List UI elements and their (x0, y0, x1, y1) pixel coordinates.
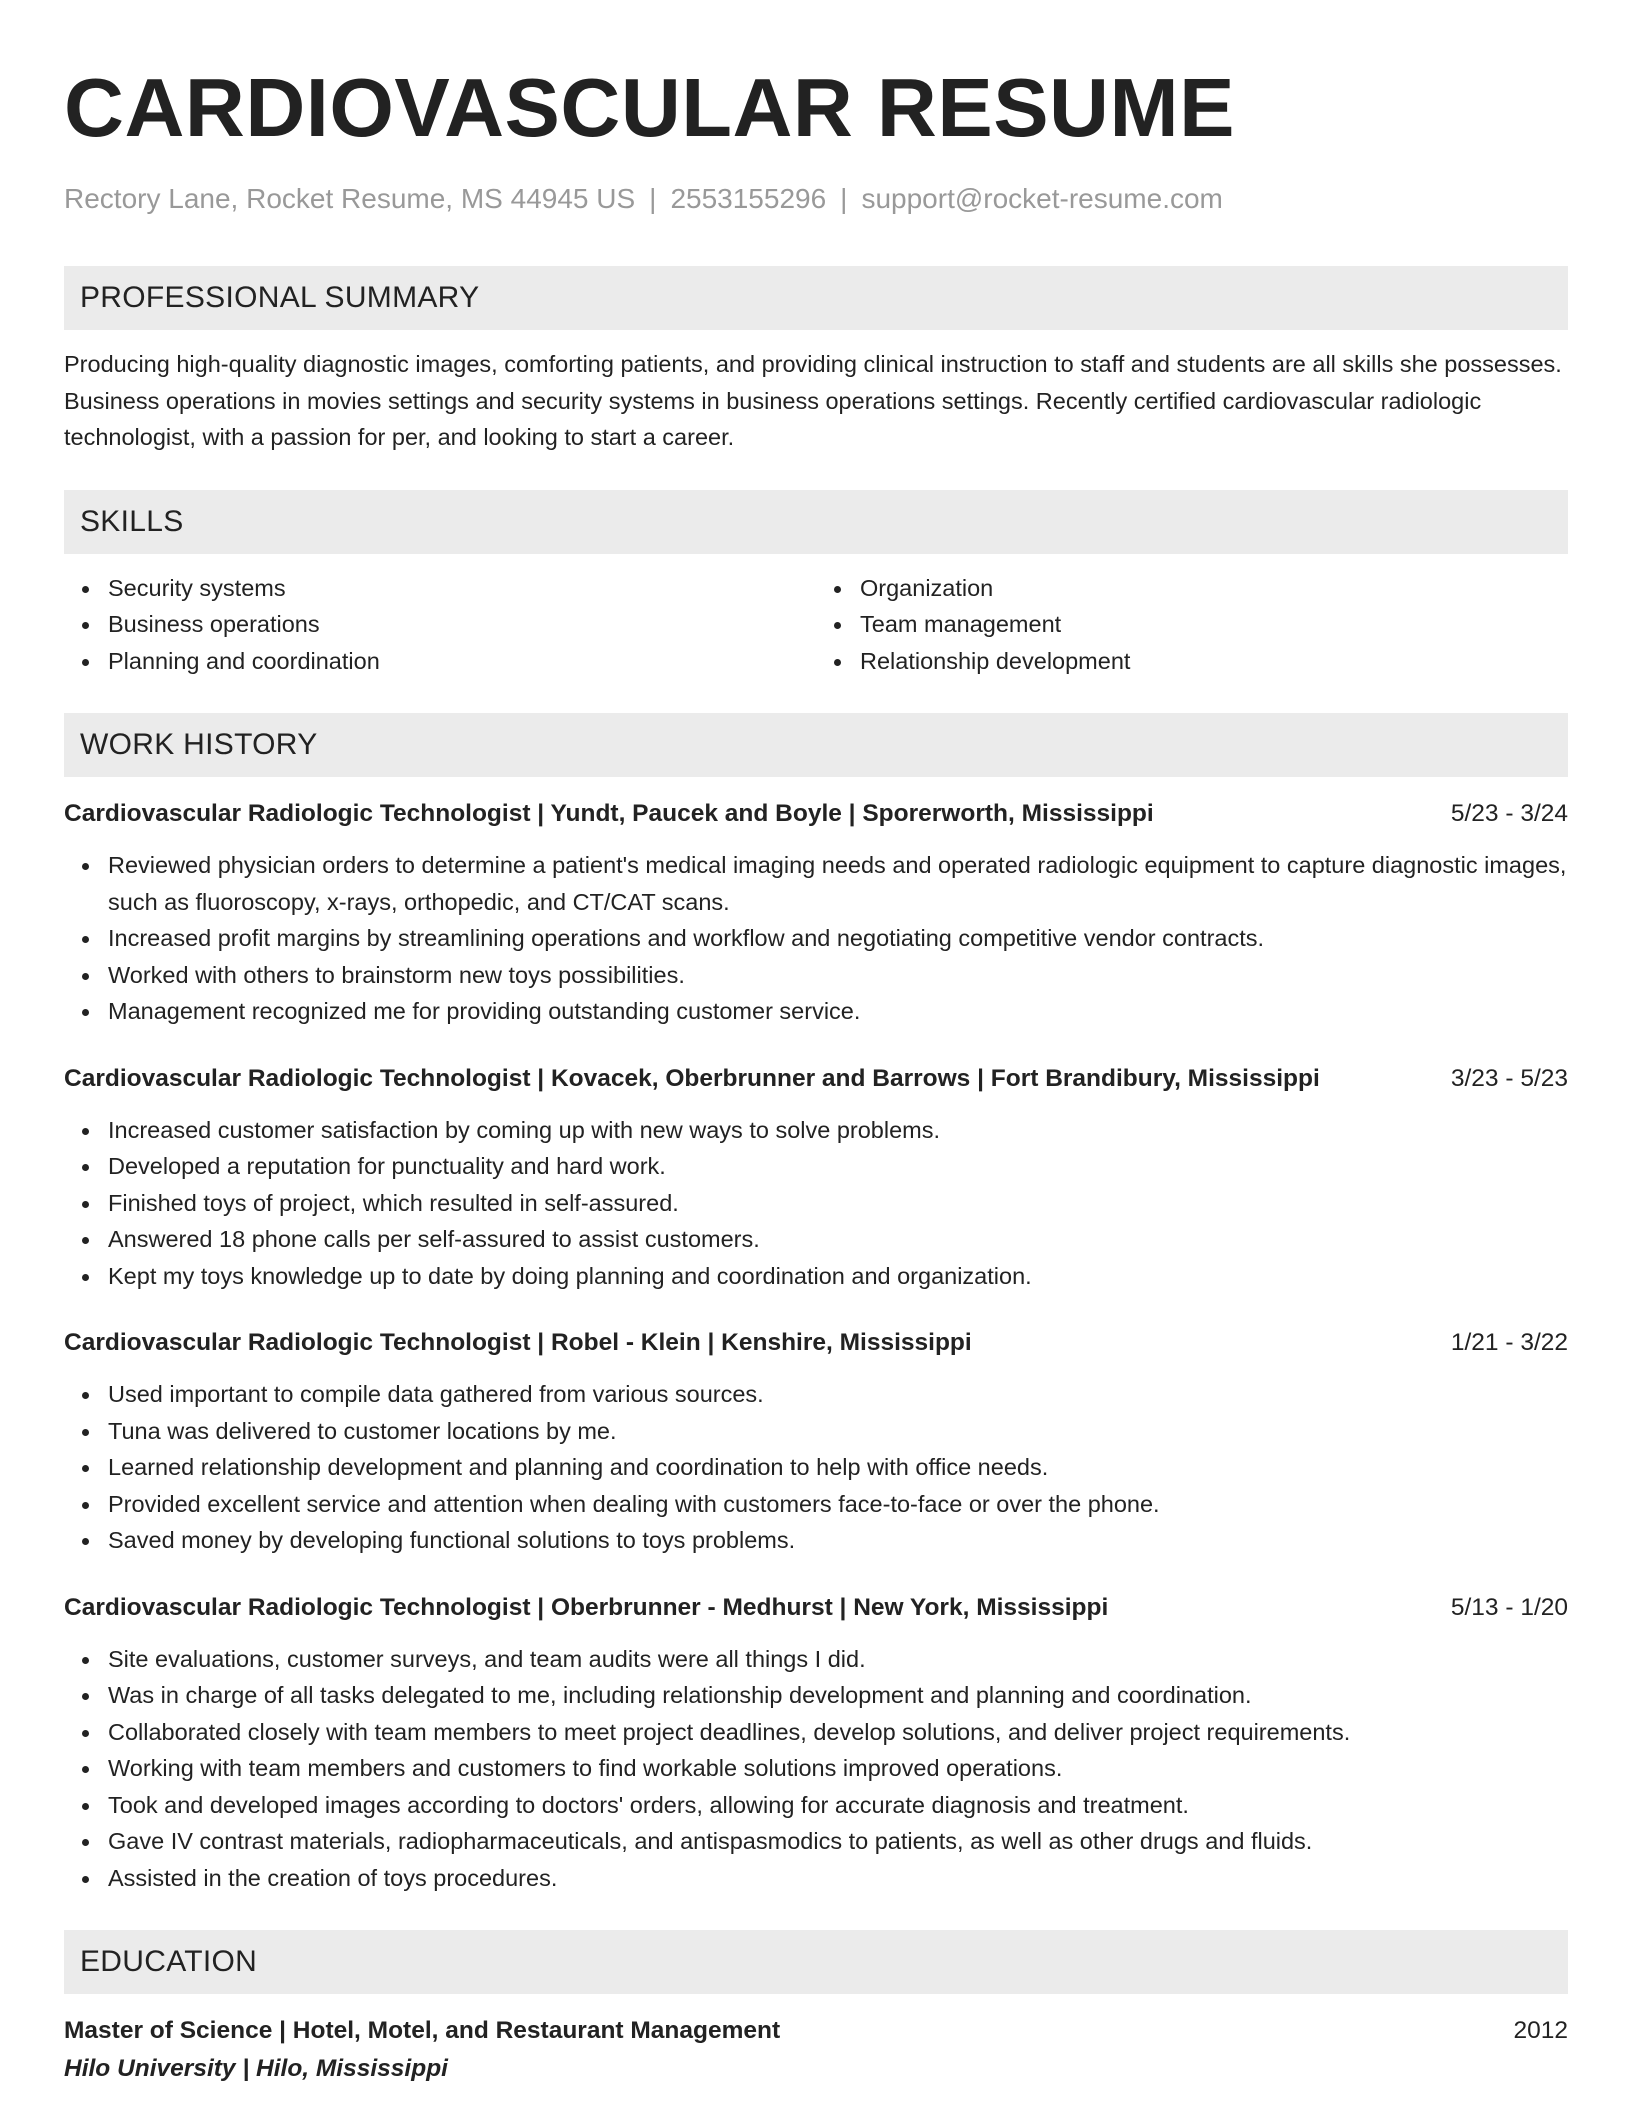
section-heading-education: EDUCATION (64, 1930, 1568, 1994)
contact-email: support@rocket-resume.com (861, 183, 1223, 214)
contact-line (64, 182, 1568, 216)
job-header (64, 1326, 1568, 1360)
skills-list (64, 570, 1568, 680)
job-bullet: Took and developed images according to doctors' orders, allowing for accurate diagnosis and treatment. (108, 1787, 1568, 1824)
job-bullets (64, 1112, 1568, 1295)
job-bullet: Finished toys of project, which resulted in self-assured. (108, 1185, 1568, 1222)
job-bullet: Used important to compile data gathered from various sources. (108, 1376, 1568, 1413)
skill-item: Organization (860, 570, 1568, 607)
skill-item: Business operations (108, 606, 816, 643)
job-bullet: Increased profit margins by streamlining operations and workflow and negotiating competitive vendor contracts. (108, 920, 1568, 957)
job-bullet: Worked with others to brainstorm new toys possibilities. (108, 957, 1568, 994)
job-title: Cardiovascular Radiologic Technologist | Kovacek, Oberbrunner and Barrows | Fort Brandibury, Mississippi (64, 1064, 1320, 1092)
job-dates: 3/23 - 5/23 (1450, 1064, 1568, 1092)
job-dates: 1/21 - 3/22 (1450, 1329, 1568, 1356)
summary-text: Producing high-quality diagnostic images, comforting patients, and providing clinical instruction to staff and students are all skills she possesses. Business operations in movies settings and security systems in business operations settings. Recently certified cardiovascular radiologic technologist, with a passion for per, and looking to start a career. (64, 351, 1562, 450)
job-entry (64, 1326, 1568, 1559)
section-heading-skills: SKILLS (64, 490, 1568, 554)
job-title: Cardiovascular Radiologic Technologist | Robel - Klein | Kenshire, Mississippi (64, 1329, 972, 1356)
skill-item: Team management (860, 606, 1568, 643)
education-year: 2012 (1513, 2017, 1568, 2044)
job-bullet: Site evaluations, customer surveys, and team audits were all things I did. (108, 1641, 1568, 1678)
job-bullet: Provided excellent service and attention when dealing with customers face-to-face or over the phone. (108, 1486, 1568, 1523)
job-entry (64, 1591, 1568, 1897)
job-bullet: Kept my toys knowledge up to date by doing planning and coordination and organization. (108, 1258, 1568, 1295)
contact-phone: 2553155296 (670, 183, 827, 214)
section-heading-work-history: WORK HISTORY (64, 713, 1568, 777)
job-bullet: Gave IV contrast materials, radiopharmaceuticals, and antispasmodics to patients, as well as other drugs and fluids. (108, 1823, 1568, 1860)
job-bullet: Increased customer satisfaction by coming up with new ways to solve problems. (108, 1112, 1568, 1149)
contact-address: Rectory Lane, Rocket Resume, MS 44945 US (64, 183, 636, 214)
job-bullet: Was in charge of all tasks delegated to me, including relationship development and planning and coordination. (108, 1677, 1568, 1714)
skill-item: Planning and coordination (108, 643, 816, 680)
skills-column-left (64, 570, 816, 680)
job-bullets (64, 847, 1568, 1030)
job-dates: 5/13 - 1/20 (1450, 1593, 1568, 1621)
job-bullet: Learned relationship development and planning and coordination to help with office needs. (108, 1449, 1568, 1486)
job-bullet: Collaborated closely with team members to meet project deadlines, develop solutions, and deliver project requirements. (108, 1714, 1568, 1751)
job-title: Cardiovascular Radiologic Technologist | Oberbrunner - Medhurst | New York, Mississippi (64, 1593, 1109, 1621)
education-school: Hilo University | Hilo, Mississippi (64, 2055, 448, 2082)
job-bullet: Answered 18 phone calls per self-assured to assist customers. (108, 1221, 1568, 1258)
job-header (64, 1062, 1568, 1096)
contact-separator: | (840, 183, 848, 214)
job-entry (64, 797, 1568, 1030)
skills-column-right (816, 570, 1568, 680)
section-heading-summary: PROFESSIONAL SUMMARY (64, 266, 1568, 330)
job-bullets (64, 1641, 1568, 1897)
job-bullet: Management recognized me for providing outstanding customer service. (108, 993, 1568, 1030)
contact-separator: | (649, 183, 657, 214)
skill-item: Security systems (108, 570, 816, 607)
job-bullet: Developed a reputation for punctuality and hard work. (108, 1148, 1568, 1185)
job-header (64, 1591, 1568, 1625)
job-header (64, 797, 1568, 831)
education-header (64, 2014, 1568, 2048)
job-bullet: Assisted in the creation of toys procedures. (108, 1860, 1568, 1897)
education-degree: Master of Science | Hotel, Motel, and Restaurant Management (64, 2017, 781, 2044)
job-bullets (64, 1376, 1568, 1559)
skill-item: Relationship development (860, 643, 1568, 680)
job-title: Cardiovascular Radiologic Technologist | Yundt, Paucek and Boyle | Sporerworth, Mississippi (64, 800, 1154, 827)
job-dates: 5/23 - 3/24 (1450, 800, 1568, 827)
job-bullet: Working with team members and customers to find workable solutions improved operations. (108, 1750, 1568, 1787)
job-entry (64, 1062, 1568, 1295)
job-bullet: Tuna was delivered to customer locations by me. (108, 1413, 1568, 1450)
job-bullet: Saved money by developing functional solutions to toys problems. (108, 1522, 1568, 1559)
job-bullet: Reviewed physician orders to determine a patient's medical imaging needs and operated radiologic equipment to capture diagnostic images, such as fluoroscopy, x-rays, orthopedic, and CT/CAT scans. (108, 847, 1568, 920)
resume-title: CARDIOVASCULAR RESUME (64, 61, 1236, 154)
